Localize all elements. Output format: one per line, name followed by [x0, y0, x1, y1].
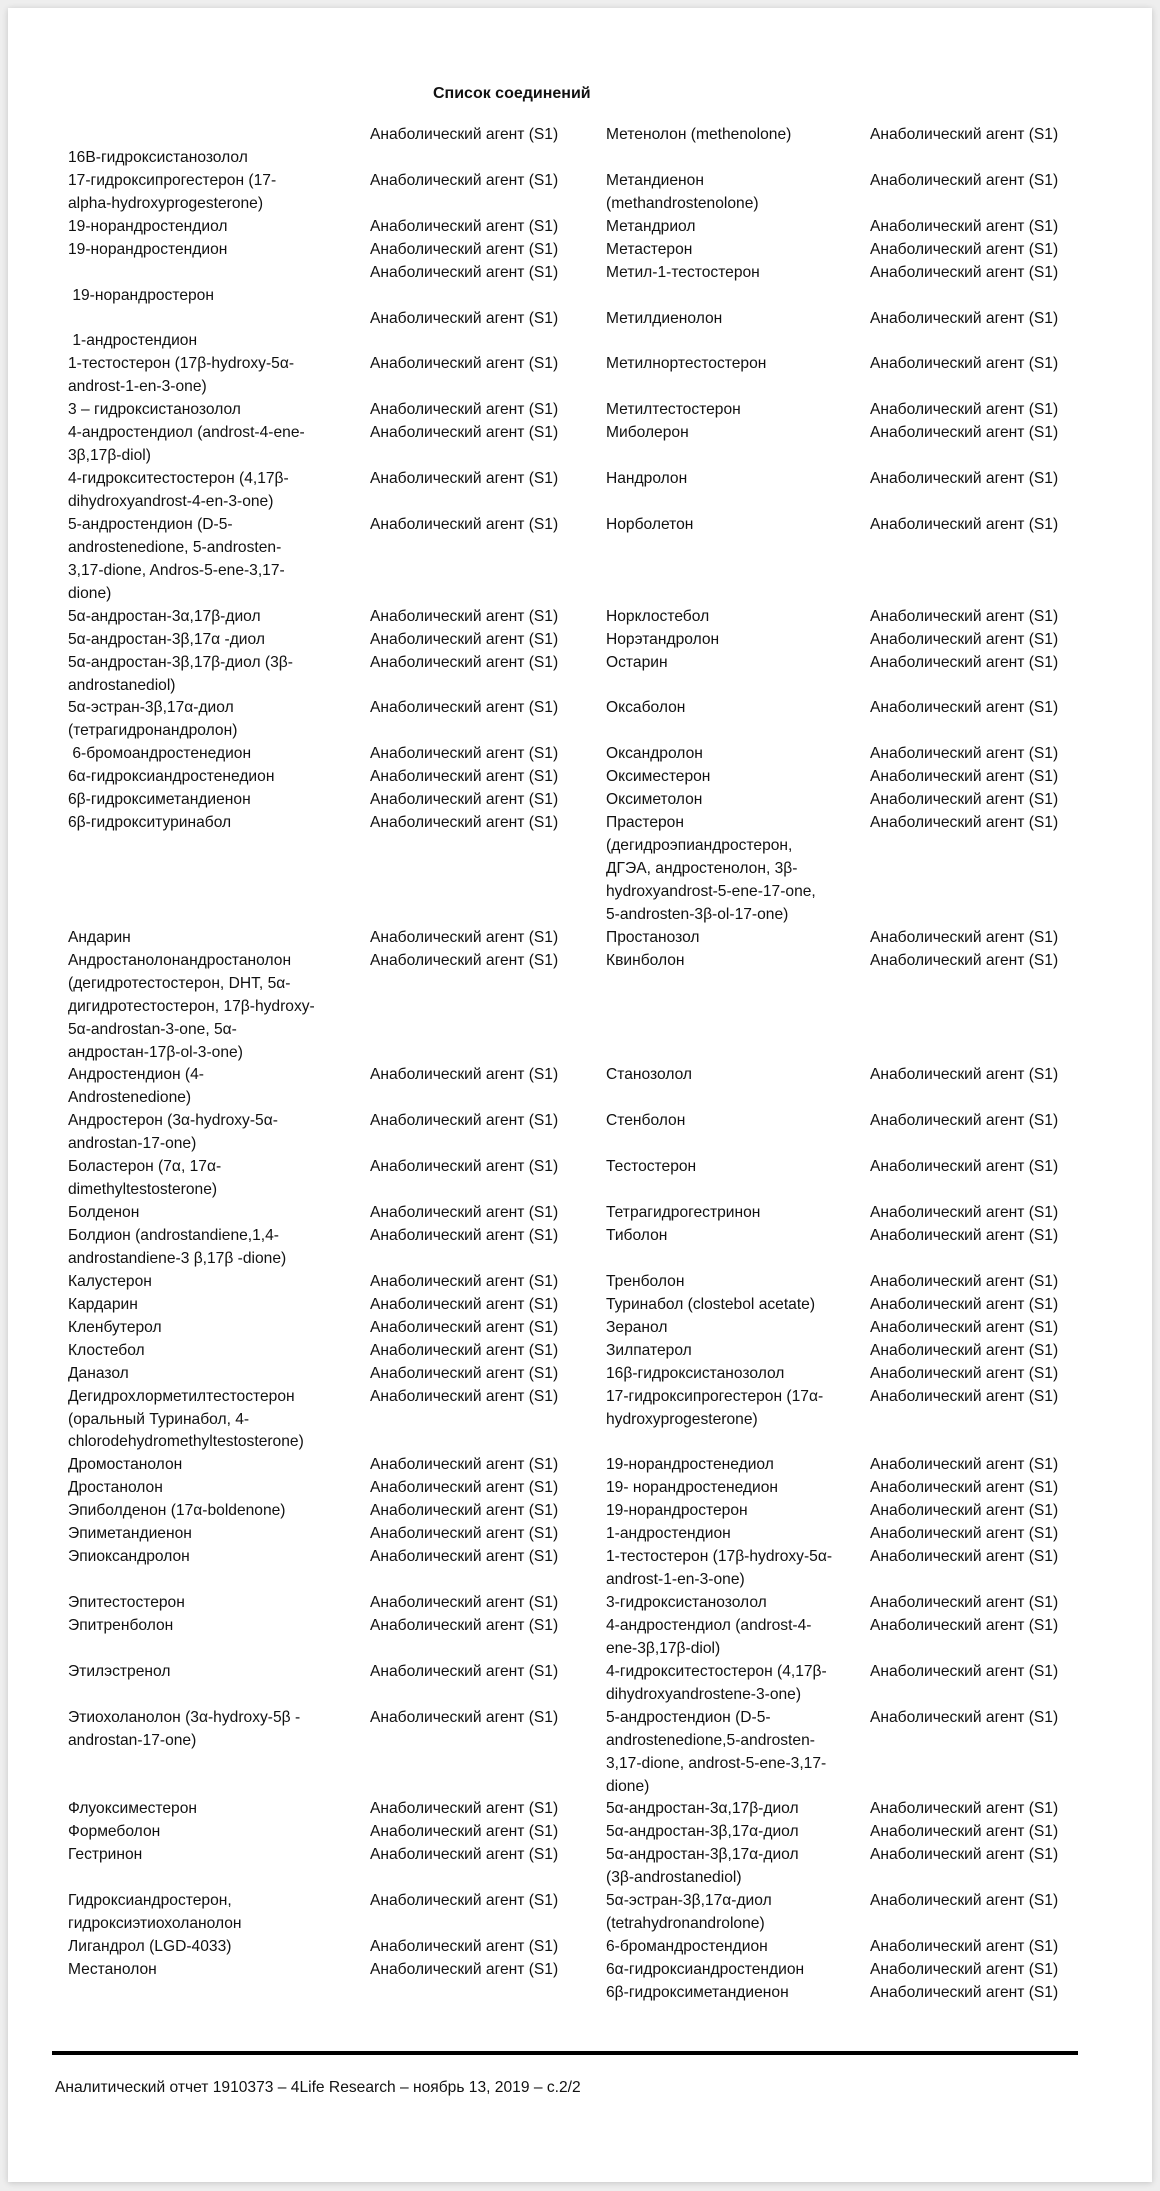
compound-category: Анаболический агент (S1)	[870, 171, 1059, 189]
compound-category: Анаболический агент (S1)	[870, 607, 1059, 625]
table-row	[68, 1546, 1138, 1592]
compound-name: Калустерон	[68, 1272, 152, 1290]
table-row	[68, 1592, 1138, 1615]
compound-category: Анаболический агент (S1)	[370, 653, 559, 671]
compound-name: 4-андростендиол (androst-4-ene- 3β,17β-diol)	[68, 424, 305, 465]
table-row	[68, 1156, 1138, 1202]
compound-name: Эпиметандиенон	[68, 1525, 192, 1543]
compound-name: Оксиметолон	[606, 791, 703, 809]
table-row	[68, 927, 1138, 950]
compound-category: Анаболический агент (S1)	[370, 470, 559, 488]
compound-name: 19-норандростерон	[606, 1502, 748, 1520]
compound-category: Анаболический агент (S1)	[370, 745, 559, 763]
compound-name: 5-андростендион (D-5- androstenedione,5-androsten- 3,17-dione, androst-5-ene-3,17- dione)	[606, 1708, 827, 1795]
compound-name: Метилдиенолон	[606, 309, 723, 327]
table-row	[68, 1890, 1138, 1936]
compound-category: Анаболический агент (S1)	[370, 791, 559, 809]
compound-category: Анаболический агент (S1)	[370, 1112, 559, 1130]
compound-category: Анаболический агент (S1)	[370, 1341, 559, 1359]
page-footer: Аналитический отчет 1910373 – 4Life Research – ноябрь 13, 2019 – с.2/2	[55, 2079, 581, 2096]
table-row	[68, 1202, 1138, 1225]
compound-category: Анаболический агент (S1)	[370, 1066, 559, 1084]
compound-name: 3-гидроксистанозолол	[606, 1594, 767, 1611]
compound-name: Этиохоланолон (3α-hydroxy-5β - androstan-17-one)	[68, 1708, 301, 1749]
table-row	[68, 1225, 1138, 1271]
compound-category: Анаболический агент (S1)	[870, 951, 1059, 969]
compound-name: 5α-андростан-3β,17β-диол (3β- androstanediol)	[68, 653, 293, 694]
compound-name: 1-тестостерон (17β-hydroxy-5α- androst-1-en-3-one)	[606, 1548, 833, 1589]
table-row	[68, 1363, 1138, 1386]
compound-name: Тиболон	[606, 1227, 668, 1244]
table-row	[68, 308, 1138, 354]
compound-name: Дегидрохлорметилтестостерон (оральный Туринабол, 4- chlorodehydromethyltestosterone)	[68, 1387, 304, 1451]
table-row	[68, 1454, 1138, 1477]
table-row	[68, 399, 1138, 422]
compound-name: Метенолон (methenolone)	[606, 126, 792, 143]
table-row	[68, 1386, 1138, 1455]
compound-category: Анаболический агент (S1)	[870, 401, 1059, 419]
table-row	[68, 1064, 1138, 1110]
compound-name: 17-гидроксипрогестерон (17α- hydroxyprogesterone)	[606, 1387, 824, 1428]
compound-category: Анаболический агент (S1)	[870, 1204, 1059, 1222]
compound-name: Миболерон	[606, 424, 689, 442]
compound-name: Формеболон	[68, 1823, 161, 1841]
compound-category: Анаболический агент (S1)	[370, 217, 559, 235]
compound-category: Анаболический агент (S1)	[370, 1616, 559, 1634]
compound-category: Анаболический агент (S1)	[870, 1961, 1059, 1978]
compound-name: Гестринон	[68, 1846, 143, 1864]
compound-name: Тестостерон	[606, 1158, 697, 1176]
compound-name: 5α-эстран-3β,17α-диол (tetrahydronandrolone)	[606, 1892, 772, 1933]
compound-category	[370, 1982, 606, 2005]
compound-name: Зилпатерол	[606, 1341, 692, 1359]
table-row	[68, 239, 1138, 262]
compound-name: Остарин	[606, 653, 668, 671]
compound-name: 4-гидрокситестостерон (4,17β- dihydroxyandrost-4-en-3-one)	[68, 470, 289, 510]
compound-name: 19-норандростендион	[68, 240, 228, 258]
table-row	[68, 789, 1138, 812]
document-page	[8, 8, 1152, 2182]
table-row	[68, 422, 1138, 468]
compound-name: 5α-эстран-3β,17α-диол (тетрагидронандролон)	[68, 699, 238, 740]
compound-name: 6-бромандростендион	[606, 1938, 768, 1956]
table-row	[68, 1271, 1138, 1294]
compound-name: Простанозол	[606, 928, 700, 946]
compound-name: Дромостанолон	[68, 1456, 183, 1474]
compound-name: Эпиоксандролон	[68, 1548, 190, 1566]
table-row	[68, 216, 1138, 239]
compound-name: 4-гидрокситестостерон (4,17β- dihydroxyandrostene-3-one)	[606, 1662, 827, 1703]
compound-name: Метастерон	[606, 240, 693, 258]
compound-name: Метандриол	[606, 217, 696, 235]
compound-category: Анаболический агент (S1)	[870, 1846, 1059, 1864]
compound-category: Анаболический агент (S1)	[370, 1548, 559, 1566]
compound-name: 5α-андростан-3β,17α-диол	[606, 1823, 799, 1841]
compound-category: Анаболический агент (S1)	[370, 1295, 559, 1313]
compound-category: Анаболический агент (S1)	[870, 1548, 1059, 1566]
compound-category: Анаболический агент (S1)	[370, 607, 559, 625]
compound-name: Эпиболденон (17α-boldenone)	[68, 1502, 286, 1520]
table-row	[68, 1477, 1138, 1500]
compound-category: Анаболический агент (S1)	[370, 1594, 559, 1611]
compound-name: Оксандролон	[606, 745, 703, 763]
table-row	[68, 1523, 1138, 1546]
compound-category: Анаболический агент (S1)	[870, 1502, 1059, 1520]
compound-name: Туринабол (clostebol acetate)	[606, 1295, 816, 1313]
table-row	[68, 1110, 1138, 1156]
compound-name: 4-андростендиол (androst-4- ene-3β,17β-diol)	[606, 1616, 812, 1657]
compound-category: Анаболический агент (S1)	[870, 126, 1059, 143]
compound-category: Анаболический агент (S1)	[370, 1938, 559, 1956]
compound-name: 1-андростендион	[72, 332, 198, 350]
compound-category: Анаболический агент (S1)	[370, 1502, 559, 1520]
compound-category: Анаболический агент (S1)	[870, 699, 1059, 717]
compound-name: Эпитестостерон	[68, 1594, 185, 1611]
compound-category: Анаболический агент (S1)	[370, 928, 559, 946]
compound-category: Анаболический агент (S1)	[870, 1662, 1059, 1680]
compound-category: Анаболический агент (S1)	[370, 263, 559, 281]
compound-name: 6α-гидроксиандростендион	[606, 1961, 805, 1978]
compound-name: 19- норандростенедион	[606, 1479, 779, 1497]
compound-name: Андростанолонандростанолон (дегидротестостерон, DHT, 5α- дигидротестостерон, 17β-hydroxy- 5α-androstan-3-one, 5α- андростан-17β-ol-3-one)	[68, 951, 315, 1061]
compound-category: Анаболический агент (S1)	[870, 630, 1059, 648]
table-row	[68, 629, 1138, 652]
compound-category: Анаболический агент (S1)	[370, 126, 559, 143]
compound-name: Лигандрол (LGD-4033)	[68, 1938, 232, 1956]
compound-category: Анаболический агент (S1)	[870, 1479, 1059, 1497]
compound-table	[68, 124, 1138, 2005]
compound-name: Боластерон (7α, 17α- dimethyltestosterone)	[68, 1158, 222, 1199]
compound-name: Тренболон	[606, 1272, 685, 1290]
compound-category: Анаболический агент (S1)	[370, 1318, 559, 1336]
compound-category: Анаболический агент (S1)	[870, 1387, 1059, 1405]
table-row	[68, 1959, 1138, 1982]
compound-name: Андростерон (3α-hydroxy-5α- androstan-17-one)	[68, 1112, 278, 1153]
compound-category: Анаболический агент (S1)	[370, 1479, 559, 1497]
compound-name: Местанолон	[68, 1961, 157, 1978]
table-row	[68, 812, 1138, 927]
compound-name	[68, 1982, 370, 2005]
compound-name: 16β-гидроксистанозолол	[606, 1364, 785, 1382]
compound-name: Нандролон	[606, 470, 688, 488]
table-row	[68, 1615, 1138, 1661]
compound-name: Прастерон (дегидроэпиандростерон, ДГЭА, андростенолон, 3β- hydroxyandrost-5-ene-17-one, 5-androsten-3β-ol-17-one)	[606, 814, 816, 923]
table-row	[68, 743, 1138, 766]
compound-name: 5α-андростан-3α,17β-диол	[606, 1800, 799, 1818]
compound-name: 1-тестостерон (17β-hydroxy-5α- androst-1-en-3-one)	[68, 355, 295, 396]
compound-category: Анаболический агент (S1)	[870, 1066, 1059, 1084]
compound-name: 19-норандростенедиол	[606, 1456, 774, 1474]
compound-name: Болденон	[68, 1204, 140, 1222]
compound-name: Даназол	[68, 1364, 129, 1382]
compound-category: Анаболический агент (S1)	[370, 768, 559, 786]
compound-category: Анаболический агент (S1)	[870, 814, 1059, 832]
compound-name: 16В-гидроксистанозолол	[68, 148, 248, 166]
table-row	[68, 468, 1138, 514]
page-title: Список соединений	[433, 85, 591, 102]
compound-category: Анаболический агент (S1)	[370, 1456, 559, 1474]
table-row	[68, 1936, 1138, 1959]
compound-name: Тетрагидрогестринон	[606, 1204, 761, 1222]
compound-category: Анаболический агент (S1)	[370, 1892, 559, 1910]
table-row	[68, 950, 1138, 1065]
compound-name: 5α-андростан-3β,17α -диол	[68, 630, 265, 648]
compound-category: Анаболический агент (S1)	[870, 1938, 1059, 1956]
table-row	[68, 606, 1138, 629]
compound-category: Анаболический агент (S1)	[870, 1112, 1059, 1130]
compound-category: Анаболический агент (S1)	[870, 1616, 1059, 1634]
compound-name: 6β-гидроксиметандиенон	[68, 791, 251, 809]
compound-category: Анаболический агент (S1)	[870, 217, 1059, 235]
compound-name: Оксаболон	[606, 699, 686, 717]
compound-category: Анаболический агент (S1)	[870, 1708, 1059, 1726]
compound-category: Анаболический агент (S1)	[870, 1456, 1059, 1474]
compound-name: Метандиенон (methandrostenolone)	[606, 171, 759, 212]
table-row	[68, 170, 1138, 216]
compound-name: Болдион (androstandiene,1,4- androstandiene-3 β,17β -dione)	[68, 1227, 287, 1267]
compound-name: 19-норандростерон	[72, 286, 214, 304]
compound-name: Флуоксиместерон	[68, 1800, 198, 1818]
compound-category: Анаболический агент (S1)	[870, 745, 1059, 763]
compound-category: Анаболический агент (S1)	[870, 1272, 1059, 1290]
table-row	[68, 652, 1138, 698]
compound-name: Клостебол	[68, 1341, 145, 1359]
compound-name: Этилэстренол	[68, 1662, 171, 1680]
table-row	[68, 1340, 1138, 1363]
compound-name: 19-норандростендиол	[68, 217, 228, 235]
compound-category: Анаболический агент (S1)	[870, 1341, 1059, 1359]
table-row	[68, 124, 1138, 170]
compound-name: 17-гидроксипрогестерон (17- alpha-hydroxyprogesterone)	[68, 171, 277, 212]
compound-name: Норболетон	[606, 515, 694, 533]
compound-name: 5α-андростан-3β,17α-диол (3β-androstanediol)	[606, 1846, 799, 1887]
compound-category: Анаболический агент (S1)	[870, 240, 1059, 258]
compound-category: Анаболический агент (S1)	[870, 1823, 1059, 1841]
compound-name: 5-андростендион (D-5- androstenedione, 5-androsten- 3,17-dione, Andros-5-ene-3,17- dione)	[68, 515, 285, 602]
compound-category: Анаболический агент (S1)	[870, 470, 1059, 488]
compound-category: Анаболический агент (S1)	[870, 1158, 1059, 1176]
table-row	[68, 1821, 1138, 1844]
compound-name: 6α-гидроксиандростенедион	[68, 768, 275, 786]
compound-category: Анаболический агент (S1)	[370, 630, 559, 648]
compound-name: Дростанолон	[68, 1479, 163, 1497]
compound-name: 5α-андростан-3α,17β-диол	[68, 607, 261, 625]
table-row	[68, 1707, 1138, 1799]
compound-category: Анаболический агент (S1)	[370, 515, 559, 533]
compound-category: Анаболический агент (S1)	[870, 1800, 1059, 1818]
compound-name: Квинболон	[606, 951, 685, 969]
compound-category: Анаболический агент (S1)	[370, 1272, 559, 1290]
compound-category: Анаболический агент (S1)	[370, 1800, 559, 1818]
compound-category: Анаболический агент (S1)	[870, 1525, 1059, 1543]
compound-name: Оксиместерон	[606, 768, 711, 786]
table-row	[68, 353, 1138, 399]
compound-category: Анаболический агент (S1)	[370, 240, 559, 258]
compound-category: Анаболический агент (S1)	[870, 1364, 1059, 1382]
compound-category: Анаболический агент (S1)	[870, 1892, 1059, 1910]
compound-category: Анаболический агент (S1)	[870, 768, 1059, 786]
compound-category: Анаболический агент (S1)	[870, 653, 1059, 671]
compound-category: Анаболический агент (S1)	[870, 1594, 1059, 1611]
compound-name: 6-бромоандростенедион	[68, 745, 252, 763]
table-row	[68, 1844, 1138, 1890]
compound-name: 1-андростендион	[606, 1525, 731, 1543]
footer-divider	[52, 2051, 1078, 2055]
table-row	[68, 1982, 1138, 2005]
compound-name: Кленбутерол	[68, 1318, 162, 1336]
compound-category: Анаболический агент (S1)	[870, 263, 1059, 281]
compound-category: Анаболический агент (S1)	[370, 1662, 559, 1680]
compound-category: Анаболический агент (S1)	[370, 1204, 559, 1222]
compound-category: Анаболический агент (S1)	[370, 355, 559, 373]
compound-category: Анаболический агент (S1)	[370, 309, 559, 327]
compound-name: 3 – гидроксистанозолол	[68, 401, 241, 419]
compound-name: 6β-гидрокситуринабол	[68, 814, 232, 832]
compound-category: Анаболический агент (S1)	[870, 424, 1059, 442]
compound-name: Стенболон	[606, 1112, 686, 1130]
compound-category: Анаболический агент (S1)	[870, 309, 1059, 327]
compound-category: Анаболический агент (S1)	[370, 1227, 559, 1244]
compound-name: Зеранол	[606, 1318, 668, 1336]
compound-category: Анаболический агент (S1)	[870, 928, 1059, 946]
compound-name: Андарин	[68, 928, 131, 946]
compound-name: Метил-1-тестостерон	[606, 263, 760, 281]
compound-name: Станозолол	[606, 1066, 693, 1084]
compound-category: Анаболический агент (S1)	[870, 791, 1059, 809]
compound-name: Метилтестостерон	[606, 401, 741, 419]
compound-category: Анаболический агент (S1)	[370, 1708, 559, 1726]
table-row	[68, 1317, 1138, 1340]
compound-category: Анаболический агент (S1)	[870, 1318, 1059, 1336]
compound-category: Анаболический агент (S1)	[370, 1387, 559, 1405]
table-row	[68, 1798, 1138, 1821]
compound-category: Анаболический агент (S1)	[370, 699, 559, 717]
compound-category: Анаболический агент (S1)	[370, 1364, 559, 1382]
compound-name: Норклостебол	[606, 607, 710, 625]
compound-category: Анаболический агент (S1)	[370, 1158, 559, 1176]
compound-category: Анаболический агент (S1)	[370, 1823, 559, 1841]
table-row	[68, 262, 1138, 308]
table-row	[68, 1294, 1138, 1317]
compound-category: Анаболический агент (S1)	[870, 355, 1059, 373]
compound-category: Анаболический агент (S1)	[370, 1846, 559, 1864]
compound-category: Анаболический агент (S1)	[370, 951, 559, 969]
table-row	[68, 697, 1138, 743]
compound-name: 6β-гидроксиметандиенон	[606, 1983, 789, 2001]
table-row	[68, 514, 1138, 606]
compound-category: Анаболический агент (S1)	[370, 1961, 559, 1978]
compound-name: Метилнортестостерон	[606, 355, 767, 373]
compound-category: Анаболический агент (S1)	[870, 515, 1059, 533]
table-row	[68, 766, 1138, 789]
compound-name: Гидроксиандростерон, гидроксиэтиохоланолон	[68, 1892, 242, 1933]
compound-category: Анаболический агент (S1)	[370, 424, 559, 442]
compound-name: Андростендион (4- Androstenedione)	[68, 1066, 204, 1107]
compound-category: Анаболический агент (S1)	[870, 1983, 1059, 2001]
compound-name: Норэтандролон	[606, 630, 720, 648]
compound-category: Анаболический агент (S1)	[870, 1227, 1059, 1244]
compound-name: Эпитренболон	[68, 1616, 174, 1634]
compound-category: Анаболический агент (S1)	[870, 1295, 1059, 1313]
table-row	[68, 1661, 1138, 1707]
table-row	[68, 1500, 1138, 1523]
compound-category: Анаболический агент (S1)	[370, 171, 559, 189]
compound-name: Кардарин	[68, 1295, 138, 1313]
compound-category: Анаболический агент (S1)	[370, 814, 559, 832]
compound-category: Анаболический агент (S1)	[370, 401, 559, 419]
compound-category: Анаболический агент (S1)	[370, 1525, 559, 1543]
